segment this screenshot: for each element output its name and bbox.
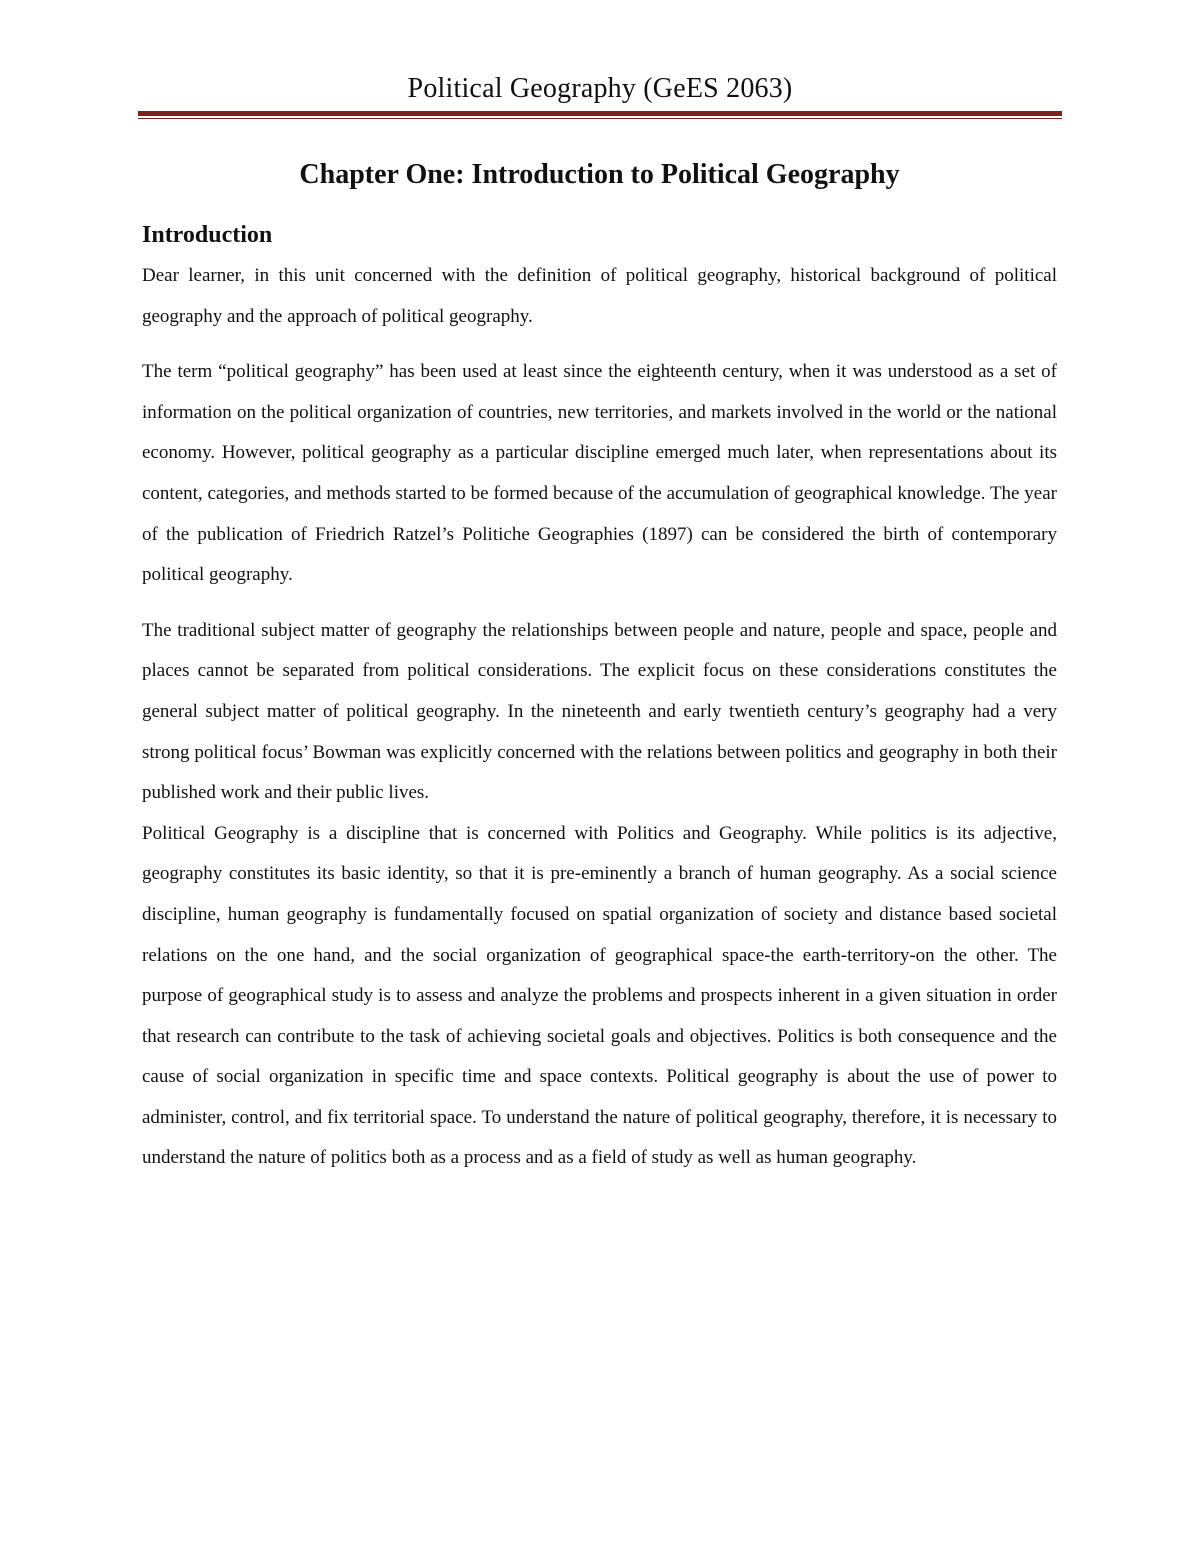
paragraph-discipline: Political Geography is a discipline that is concerned with Politics and Geography. While politics is its adjective, geography constitutes its basic identity, so that it is pre-eminently a branch of human geography. As a social science discipline, human geography is fundamentally focused on spatial organization of society and distance based societal relations on the one hand, and the social organization of geographical space-the earth-territory-on the other. The purpose of geographical study is to assess and analyze the problems and prospects inherent in a given situation in order that research can contribute to the task of achieving societal goals and objectives. Politics is both consequence and the cause of social organization in specific time and space contexts. Political geography is about the use of power to administer, control, and fix territorial space. To understand the nature of political geography, therefore, it is necessary to understand the nature of politics both as a process and as a field of study as well as human geography. <box>142 822 1057 1169</box>
paragraph-term: The term “political geography” has been used at least since the eighteenth century, when it was understood as a set of information on the political organization of countries, new territories, and markets involved in the world or the national economy. However, political geography as a particular discipline emerged much later, when representations about its content, categories, and methods started to be formed because of the accumulation of geographical knowledge. The year of the publication of Friedrich Ratzel’s Politiche Geographies (1897) can be considered the birth of contemporary political geography. <box>142 361 1057 586</box>
running-header: Political Geography (GeES 2063) <box>407 73 793 104</box>
section-heading: Introduction <box>142 222 273 248</box>
chapter-title: Chapter One: Introduction to Political Geography <box>299 159 900 190</box>
paragraph-intro: Dear learner, in this unit concerned with the definition of political geography, historical background of political geography and the approach of political geography. <box>142 265 1057 327</box>
paragraph-subject-matter: The traditional subject matter of geography the relationships between people and nature, people and space, people and places cannot be separated from political considerations. The explicit focus on these considerations constitutes the general subject matter of political geography. In the nineteenth and early twentieth century’s geography had a very strong political focus’ Bowman was explicitly concerned with the relations between politics and geography in both their published work and their public lives. <box>142 619 1057 804</box>
header-rule-thick <box>138 111 1062 116</box>
page-content <box>142 155 1057 1179</box>
header-rule-thin <box>138 118 1062 119</box>
